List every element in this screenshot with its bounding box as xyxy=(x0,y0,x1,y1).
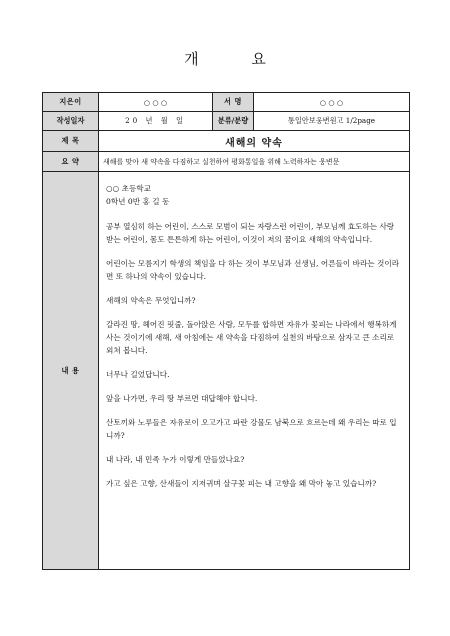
role-value: ○ ○ ○ xyxy=(254,93,410,112)
paragraph-4: 갈라진 땅, 헤어진 핏줄, 돌아앉은 사람, 모두를 합하면 자유가 꽃피는 나라에서 행복하게 사는 것이기에 새해, 새 아침에는 새 약속을 다짐하여 실천의 바탕으로 삼자고 큰 소리로 외쳐 봅니다. xyxy=(106,320,397,355)
student-line: 0학년 0반 홍 길 동 xyxy=(106,197,170,206)
date-label: 작성일자 xyxy=(43,112,99,131)
paragraph-6: 앞을 나가면, 우리 땅 부르면 대답해야 합니다. xyxy=(106,394,258,403)
role-label: 서 명 xyxy=(213,93,254,112)
subject-label: 제 목 xyxy=(43,131,99,152)
summary-value: 새해를 맞아 새 약속을 다짐하고 실천하여 평화통일을 위해 노력하자는 웅변문 xyxy=(99,152,410,172)
paragraph-5: 너무나 길었답니다. xyxy=(106,370,170,379)
page-title: 개 요 xyxy=(184,50,290,68)
category-label: 분류/분량 xyxy=(213,112,254,131)
author-value: ○ ○ ○ xyxy=(99,93,213,112)
paragraph-2: 어린이는 모름지기 학생의 책임을 다 하는 것이 부모님과 선생님, 어른들이 바라는 것이라면 또 하나의 약속이 있습니다. xyxy=(106,259,400,281)
content-body xyxy=(99,172,410,570)
content-label: 내 용 xyxy=(43,172,99,570)
overview-form xyxy=(42,92,410,570)
category-value: 통일안보웅변원고 1/2page xyxy=(254,112,410,131)
school-line: ○○ 초등학교 xyxy=(106,184,152,193)
paragraph-8: 내 나라, 내 민족 누가 이렇게 만들었나요? xyxy=(106,455,245,464)
paragraph-7: 산토끼와 노루들은 자유로이 오고가고 파란 강물도 남북으로 흐르는데 왜 우리는 따로 입니까? xyxy=(106,418,397,440)
paragraph-3: 새해의 약속은 무엇입니까? xyxy=(106,296,196,305)
paragraph-1: 공부 열심히 하는 어린이, 스스로 모범이 되는 자랑스런 어린이, 부모님께 효도하는 사랑 받는 어린이, 몸도 튼튼하게 하는 어린이, 이것이 저의 꿈이요 새해의 약속입니다. xyxy=(106,222,395,244)
date-value: 20 년 월 일 xyxy=(99,112,213,131)
author-label: 지은이 xyxy=(43,93,99,112)
paragraph-9: 가고 싶은 고향, 산새들이 지저귀며 살구꽃 피는 내 고향을 왜 막아 놓고 있습니까? xyxy=(106,479,377,488)
summary-label: 요 약 xyxy=(43,152,99,172)
subject-value: 새해의 약속 xyxy=(99,131,410,152)
